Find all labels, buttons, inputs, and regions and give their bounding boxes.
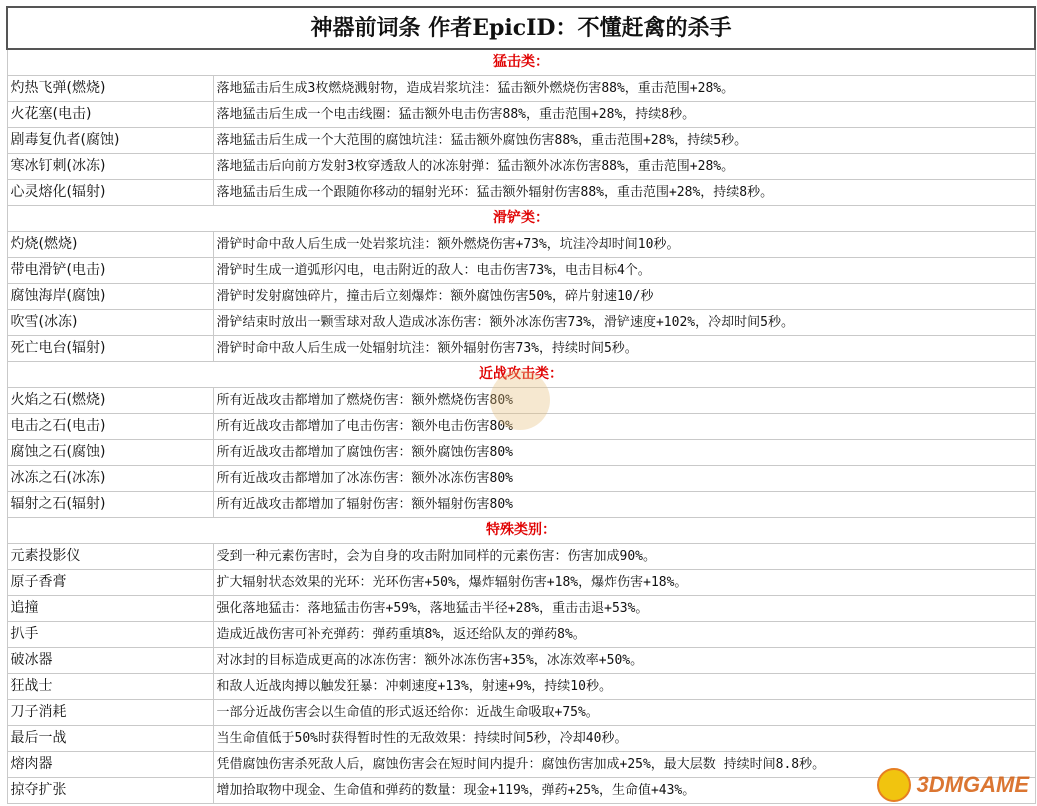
affix-name: 剧毒复仇者(腐蚀) <box>7 128 213 154</box>
affix-name: 火花塞(电击) <box>7 102 213 128</box>
table-row <box>7 648 1035 674</box>
affix-name: 熔肉器 <box>7 752 213 778</box>
affix-description: 扩大辐射状态效果的光环：光环伤害+50%，爆炸辐射伤害+18%，爆炸伤害+18%。 <box>213 570 1035 596</box>
affix-description: 所有近战攻击都增加了燃烧伤害：额外燃烧伤害80% <box>213 388 1035 414</box>
section-header: 特殊类别： <box>7 518 1035 544</box>
affix-name: 电击之石(电击) <box>7 414 213 440</box>
section-header-row <box>7 49 1035 76</box>
affix-name: 破冰器 <box>7 648 213 674</box>
affix-name: 死亡电台(辐射) <box>7 336 213 362</box>
affix-description: 受到一种元素伤害时，会为自身的攻击附加同样的元素伤害：伤害加成90%。 <box>213 544 1035 570</box>
table-row <box>7 596 1035 622</box>
section-header: 滑铲类： <box>7 206 1035 232</box>
section-header: 近战攻击类： <box>7 362 1035 388</box>
affix-name: 辐射之石(辐射) <box>7 492 213 518</box>
affix-description: 所有近战攻击都增加了腐蚀伤害：额外腐蚀伤害80% <box>213 440 1035 466</box>
table-row <box>7 258 1035 284</box>
affix-name: 冰冻之石(冰冻) <box>7 466 213 492</box>
affix-description: 滑铲时命中敌人后生成一处辐射坑洼：额外辐射伤害73%，持续时间5秒。 <box>213 336 1035 362</box>
table-row <box>7 102 1035 128</box>
affix-name: 刀子消耗 <box>7 700 213 726</box>
table-row <box>7 674 1035 700</box>
affix-name: 灼烧(燃烧) <box>7 232 213 258</box>
affix-description: 落地猛击后生成一个电击线圈：猛击额外电击伤害88%，重击范围+28%，持续8秒。 <box>213 102 1035 128</box>
table-row <box>7 492 1035 518</box>
table-row <box>7 128 1035 154</box>
affix-description: 所有近战攻击都增加了电击伤害：额外电击伤害80% <box>213 414 1035 440</box>
affix-description: 落地猛击后生成一个大范围的腐蚀坑洼：猛击额外腐蚀伤害88%，重击范围+28%，持续5秒。 <box>213 128 1035 154</box>
affix-description: 强化落地猛击：落地猛击伤害+59%，落地猛击半径+28%，重击击退+53%。 <box>213 596 1035 622</box>
table-row <box>7 466 1035 492</box>
affix-name: 最后一战 <box>7 726 213 752</box>
affix-description: 当生命值低于50%时获得暂时性的无敌效果：持续时间5秒，冷却40秒。 <box>213 726 1035 752</box>
affix-description: 一部分近战伤害会以生命值的形式返还给你：近战生命吸取+75%。 <box>213 700 1035 726</box>
affix-description: 造成近战伤害可补充弹药：弹药重填8%，返还给队友的弹药8%。 <box>213 622 1035 648</box>
affix-name: 心灵熔化(辐射) <box>7 180 213 206</box>
table-row <box>7 180 1035 206</box>
affix-description: 滑铲时发射腐蚀碎片，撞击后立刻爆炸：额外腐蚀伤害50%，碎片射速10/秒 <box>213 284 1035 310</box>
affix-description: 所有近战攻击都增加了辐射伤害：额外辐射伤害80% <box>213 492 1035 518</box>
affix-description: 凭借腐蚀伤害杀死敌人后，腐蚀伤害会在短时间内提升：腐蚀伤害加成+25%，最大层数 持续时间8.8秒。 <box>213 752 1035 778</box>
title-row <box>7 7 1035 49</box>
table-row <box>7 700 1035 726</box>
table-row <box>7 726 1035 752</box>
table-row <box>7 336 1035 362</box>
table-row <box>7 76 1035 102</box>
sheet-title: 神器前词条 作者EpicID：不懂赶禽的杀手 <box>7 7 1035 49</box>
watermark-mascot-faint <box>490 370 550 430</box>
affix-name: 追撞 <box>7 596 213 622</box>
affix-description: 增加拾取物中现金、生命值和弹药的数量：现金+119%，弹药+25%，生命值+43%。 <box>213 778 1035 804</box>
affix-description: 落地猛击后生成3枚燃烧溅射物，造成岩浆坑洼：猛击额外燃烧伤害88%，重击范围+28%。 <box>213 76 1035 102</box>
affix-name: 寒冰钉刺(冰冻) <box>7 154 213 180</box>
affix-description: 和敌人近战肉搏以触发狂暴：冲刺速度+13%，射速+9%，持续10秒。 <box>213 674 1035 700</box>
affix-description: 滑铲结束时放出一颗雪球对敌人造成冰冻伤害：额外冰冻伤害73%，滑铲速度+102%，冷却时间5秒。 <box>213 310 1035 336</box>
affix-name: 腐蚀海岸(腐蚀) <box>7 284 213 310</box>
affix-description: 落地猛击后生成一个跟随你移动的辐射光环：猛击额外辐射伤害88%，重击范围+28%，持续8秒。 <box>213 180 1035 206</box>
affix-description: 落地猛击后向前方发射3枚穿透敌人的冰冻射弹：猛击额外冰冻伤害88%，重击范围+28%。 <box>213 154 1035 180</box>
affix-name: 掠夺扩张 <box>7 778 213 804</box>
table-row <box>7 622 1035 648</box>
table-row <box>7 544 1035 570</box>
table-row <box>7 440 1035 466</box>
affix-name: 灼热飞弹(燃烧) <box>7 76 213 102</box>
affix-name: 带电滑铲(电击) <box>7 258 213 284</box>
table-row <box>7 284 1035 310</box>
watermark-text: 3DMGAME <box>916 772 1029 797</box>
table-row <box>7 310 1035 336</box>
affix-name: 火焰之石(燃烧) <box>7 388 213 414</box>
section-header-row <box>7 206 1035 232</box>
section-header: 猛击类： <box>7 49 1035 76</box>
affix-name: 吹雪(冰冻) <box>7 310 213 336</box>
affix-description: 对冰封的目标造成更高的冰冻伤害：额外冰冻伤害+35%，冰冻效率+50%。 <box>213 648 1035 674</box>
affix-name: 腐蚀之石(腐蚀) <box>7 440 213 466</box>
watermark <box>877 768 1029 802</box>
affix-name: 元素投影仪 <box>7 544 213 570</box>
section-header-row <box>7 518 1035 544</box>
affix-description: 所有近战攻击都增加了冰冻伤害：额外冰冻伤害80% <box>213 466 1035 492</box>
affix-name: 狂战士 <box>7 674 213 700</box>
affix-name: 扒手 <box>7 622 213 648</box>
affix-description: 滑铲时命中敌人后生成一处岩浆坑洼：额外燃烧伤害+73%，坑洼冷却时间10秒。 <box>213 232 1035 258</box>
mascot-icon <box>877 768 911 802</box>
table-row <box>7 154 1035 180</box>
table-row <box>7 232 1035 258</box>
affix-description: 滑铲时生成一道弧形闪电，电击附近的敌人：电击伤害73%，电击目标4个。 <box>213 258 1035 284</box>
table-row <box>7 570 1035 596</box>
affix-name: 原子香膏 <box>7 570 213 596</box>
